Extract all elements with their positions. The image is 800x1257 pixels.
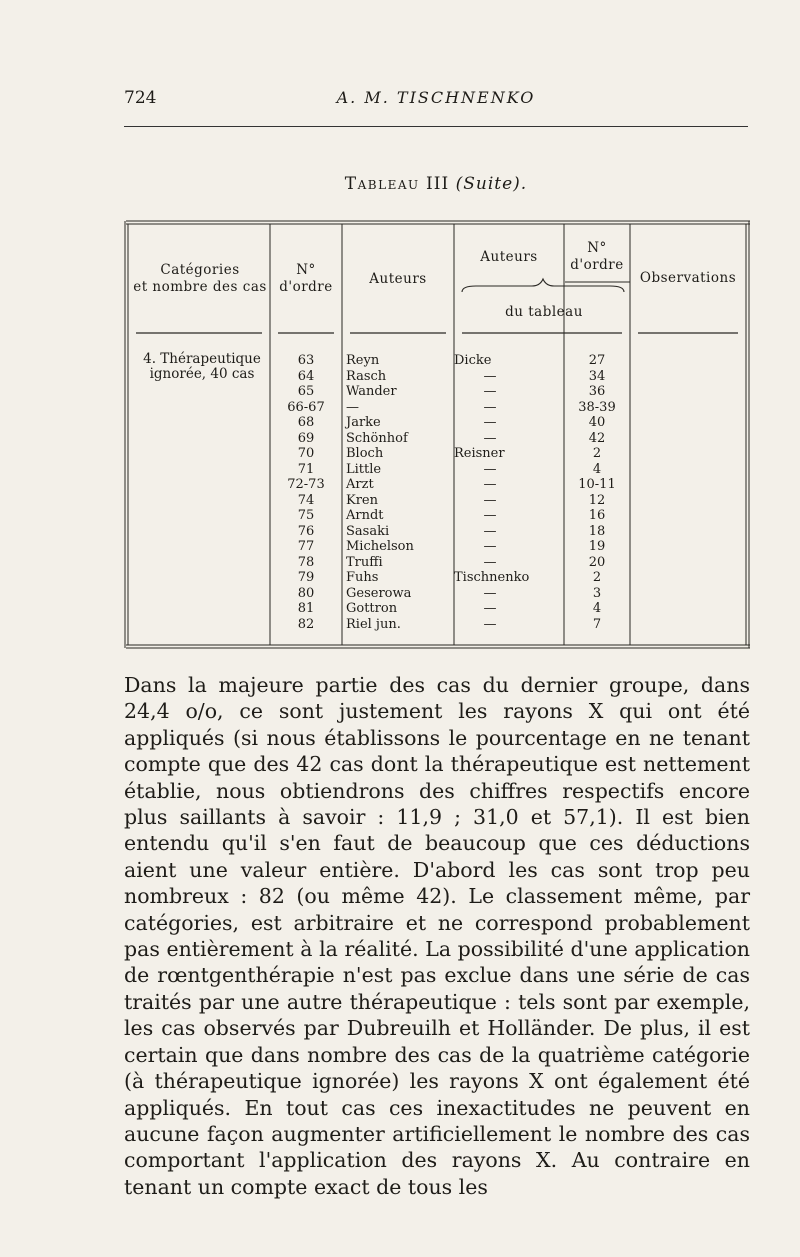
row-table-order: 10-11 bbox=[578, 477, 616, 492]
row-table-author: — bbox=[483, 430, 497, 446]
table-caption bbox=[124, 174, 748, 194]
row-table-order: 18 bbox=[588, 523, 606, 539]
data-table bbox=[124, 220, 750, 650]
row-order-number: 74 bbox=[297, 492, 315, 508]
page-number: 724 bbox=[124, 88, 157, 108]
row-author: Jarke bbox=[346, 415, 381, 430]
caption-number: III bbox=[426, 174, 450, 194]
row-table-author: — bbox=[483, 368, 497, 384]
row-order-number: 70 bbox=[297, 446, 315, 461]
row-order-number: 77 bbox=[297, 539, 315, 554]
row-author: Riel jun. bbox=[346, 616, 401, 632]
row-table-author: — bbox=[483, 585, 497, 601]
row-order-number: 80 bbox=[297, 585, 315, 601]
row-author: Kren bbox=[346, 492, 378, 508]
row-order-number: 82 bbox=[297, 616, 315, 632]
row-table-order: 3 bbox=[592, 585, 602, 601]
row-author: — bbox=[346, 399, 359, 415]
header-table-authors: Auteurs bbox=[480, 249, 538, 265]
row-table-order: 16 bbox=[588, 508, 606, 523]
header-rule bbox=[124, 126, 748, 127]
row-order-number: 75 bbox=[297, 508, 315, 523]
row-author: Geserowa bbox=[346, 585, 412, 601]
row-author: Wander bbox=[346, 384, 397, 399]
row-table-author: — bbox=[483, 492, 497, 508]
row-table-order: 40 bbox=[588, 415, 606, 430]
body-paragraph: Dans la majeure partie des cas du dernier groupe, dans 24,4 o/o, ce sont justement les rayons X qui ont été appliqués (si nous établissons le pourcentage en ne tenant compte que des 42 cas dont la thérapeutique est nettement établie, nous obtiendrons des chiffres respectifs encore plus saillants à savoir : 11,9 ; 31,0 et 57,1). Il est bien entendu qu'il s'en faut de beaucoup que ces déductions aient une valeur entière. D'abord les cas sont trop peu nombreux : 82 (ou même 42). Le classement même, par catégories, est arbitraire et ne correspond probablement pas entièrement à la réalité. La possibilité d'une application de rœntgenthérapie n'est pas exclue dans une série de cas traités par une autre thérapeutique : tels sont par exemple, les cas observés par Dubreuilh et Holländer. De plus, il est certain que dans nombre des cas de la quatrième catégorie (à thérapeutique ignorée) les rayons X ont également été appliqués. En tout cas ces inexactitudes ne peuvent en aucune façon augmenter artificiellement le nombre des cas comportant l'application des rayons X. Au contraire en tenant un compte exact de tous les bbox=[124, 673, 750, 1199]
row-table-order: 42 bbox=[588, 430, 606, 446]
row-author: Schönhof bbox=[346, 430, 408, 446]
row-author: Rasch bbox=[346, 368, 387, 384]
header-observations: Observations bbox=[639, 270, 737, 286]
row-author: Reyn bbox=[346, 353, 380, 368]
row-table-order: 2 bbox=[592, 446, 602, 461]
row-table-author: Dicke bbox=[454, 353, 492, 368]
row-order-number: 64 bbox=[297, 368, 315, 384]
header-categories: Catégories et nombre des cas bbox=[133, 262, 267, 295]
row-table-order: 19 bbox=[588, 539, 606, 554]
row-table-order: 38-39 bbox=[578, 399, 616, 415]
row-table-author: — bbox=[483, 415, 497, 430]
row-order-number: 65 bbox=[297, 384, 315, 399]
category-label: 4. Thérapeutique ignorée, 40 cas bbox=[143, 351, 261, 382]
row-order-number: 68 bbox=[297, 415, 315, 430]
row-table-author: Reisner bbox=[454, 446, 505, 461]
row-table-order: 7 bbox=[592, 616, 602, 632]
row-table-order: 12 bbox=[588, 492, 606, 508]
row-author: Arndt bbox=[346, 508, 384, 523]
row-table-author: Tischnenko bbox=[454, 570, 530, 585]
header-table-order: N° d'ordre bbox=[570, 240, 624, 273]
row-table-order: 4 bbox=[592, 461, 602, 477]
page-header bbox=[124, 88, 748, 116]
running-head: A. M. TISCHNENKO bbox=[336, 88, 536, 107]
header-order-number: N° d'ordre bbox=[279, 262, 333, 295]
row-table-order: 27 bbox=[588, 353, 606, 368]
row-author: Sasaki bbox=[346, 523, 390, 539]
row-author: Little bbox=[346, 461, 382, 477]
row-table-author: — bbox=[483, 616, 497, 632]
row-table-order: 4 bbox=[592, 601, 602, 616]
row-order-number: 72-73 bbox=[287, 477, 325, 492]
caption-label: Tableau bbox=[344, 174, 420, 194]
row-order-number: 66-67 bbox=[287, 399, 325, 415]
row-table-author: — bbox=[483, 539, 497, 554]
row-order-number: 76 bbox=[297, 523, 315, 539]
caption-suffix: (Suite). bbox=[455, 174, 528, 194]
row-table-order: 34 bbox=[588, 368, 606, 384]
row-author: Arzt bbox=[346, 477, 374, 492]
row-table-author: — bbox=[483, 523, 497, 539]
row-table-author: — bbox=[483, 384, 497, 399]
row-author: Fuhs bbox=[346, 570, 379, 585]
row-table-author: — bbox=[483, 399, 497, 415]
row-order-number: 69 bbox=[297, 430, 315, 446]
row-table-author: — bbox=[483, 477, 497, 492]
row-order-number: 78 bbox=[297, 554, 315, 570]
row-order-number: 71 bbox=[297, 461, 315, 477]
row-table-order: 20 bbox=[588, 554, 606, 570]
row-author: Michelson bbox=[346, 539, 414, 554]
row-order-number: 81 bbox=[297, 601, 315, 616]
row-order-number: 63 bbox=[297, 353, 315, 368]
header-of-table: du tableau bbox=[505, 304, 583, 320]
row-author: Bloch bbox=[346, 446, 384, 461]
row-author: Gottron bbox=[346, 601, 398, 616]
row-table-author: — bbox=[483, 601, 497, 616]
header-authors: Auteurs bbox=[369, 271, 427, 287]
row-table-author: — bbox=[483, 508, 497, 523]
row-table-author: — bbox=[483, 554, 497, 570]
row-table-order: 36 bbox=[588, 384, 606, 399]
row-author: Truffi bbox=[346, 554, 383, 570]
row-table-author: — bbox=[483, 461, 497, 477]
row-table-order: 2 bbox=[592, 570, 602, 585]
row-order-number: 79 bbox=[297, 570, 315, 585]
